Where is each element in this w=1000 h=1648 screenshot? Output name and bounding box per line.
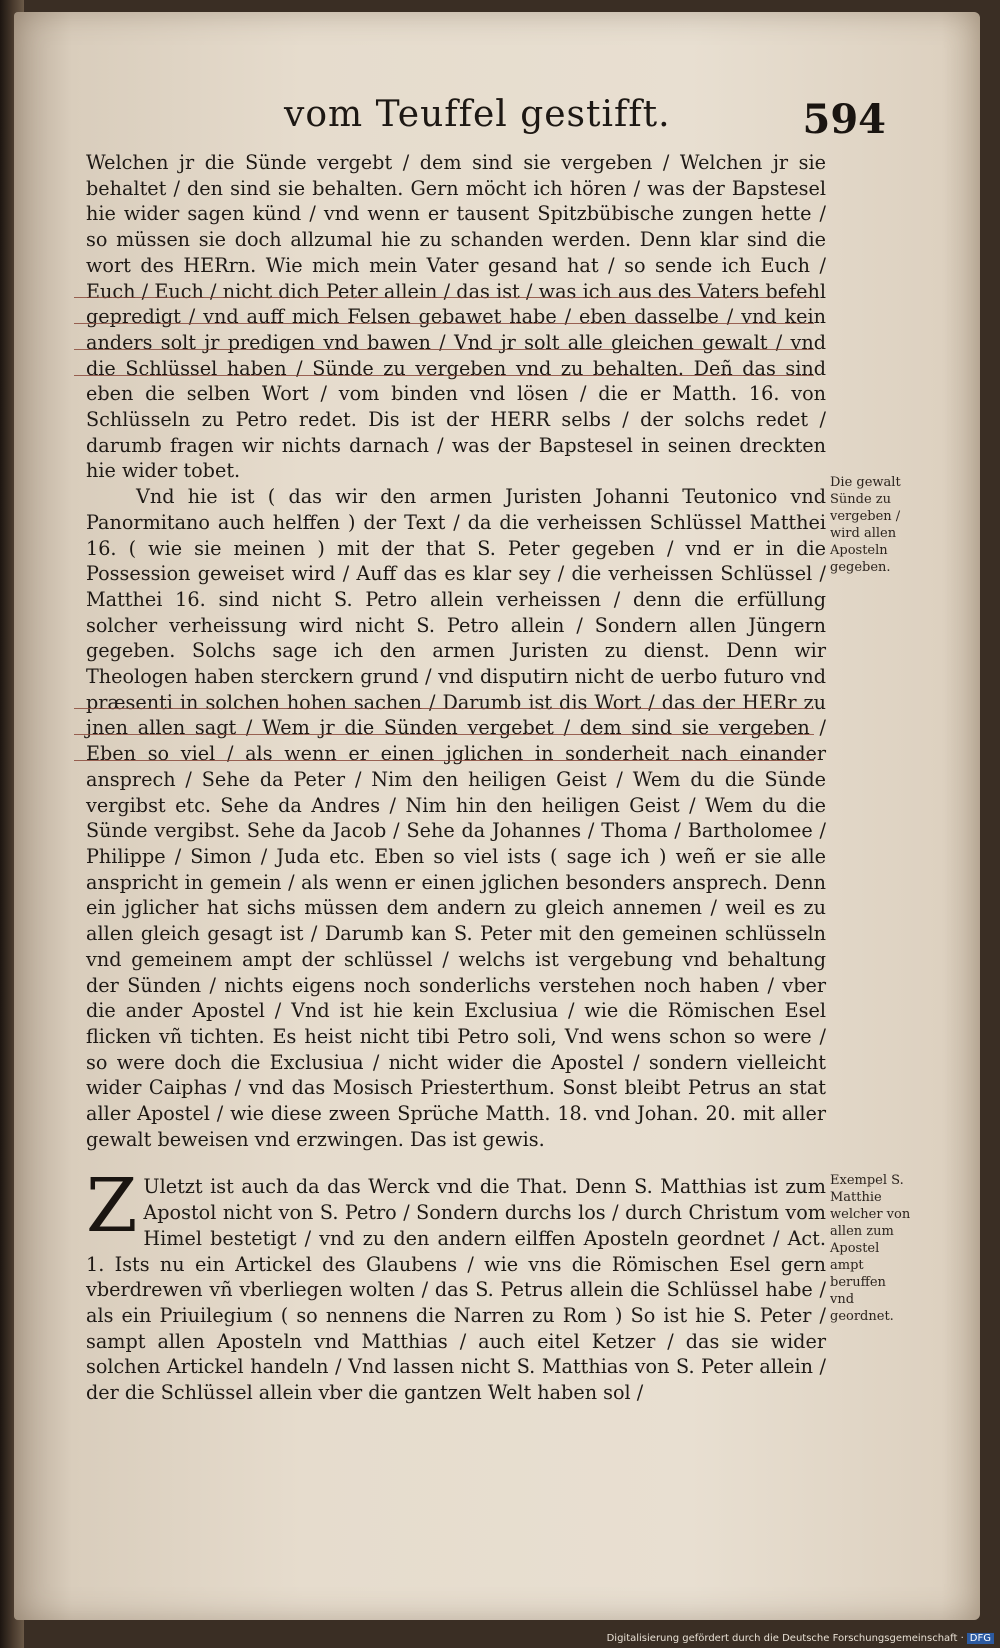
credit-text: Digitalisierung gefördert durch die Deutsche Forschungsgemeinschaft ·	[606, 1633, 964, 1644]
page-number: 594	[802, 96, 886, 143]
dfg-logo: DFG	[967, 1633, 994, 1644]
underline-mark-7	[74, 760, 814, 761]
marginal-note-2: Exempel S. Matthie welcher von allen zum Apostel ampt beruffen vnd geordnet.	[830, 1173, 911, 1324]
main-text	[86, 150, 826, 1406]
underline-mark-1	[74, 297, 814, 298]
drop-cap: Z	[86, 1163, 138, 1250]
marginal-note-1: Die gewalt Sünde zu vergeben / wird allen Aposteln gegeben.	[830, 475, 901, 575]
underline-mark-2	[74, 323, 814, 324]
paragraph-1: Welchen jr die Sünde vergebt / dem sind sie vergeben / Welchen jr sie behaltet / den sind sie behalten. Gern möcht ich hören / was der Bapstesel hie wider sagen künd / vnd wenn er tausent Spitzbübische zungen hette / so müssen sie doch allzumal hie zu schanden werden. Denn klar sind die wort des HERrn. Wie mich mein Vater gesand hat / so sende ich Euch / Euch / Euch / nicht dich Peter allein / das ist / was ich aus des Vaters befehl gepredigt / vnd auff mich Felsen gebawet habe / eben dasselbe / vnd kein anders solt jr predigen vnd bawen / Vnd jr solt alle gleichen gewalt / vnd die Schlüssel haben / Sünde zu vergeben vnd zu behalten. Deñ das sind eben die selben Wort / vom binden vnd lösen / die er Matth. 16. von Schlüsseln zu Petro redet. Dis ist der HERR selbs / der solchs redet / darumb fragen wir nichts darnach / was der Bapstesel in seinen dreckten hie wider tobet.	[86, 151, 826, 483]
paragraph-3-text: Uletzt ist auch da das Werck vnd die That. Denn S. Matthias ist zum Apostol nicht von S. Petro / Sondern durchs los / durch Christum vom Himel bestetigt / vnd zu den andern eilffen Aposteln geordnet / Act. 1. Ists nu ein Artickel des Glaubens / wie vns die Römischen Esel gern vberdrewen vñ vberliegen wolten / das S. Petrus allein die Schlüssel habe / als ein Priuilegium ( so nennens die Narren zu Rom ) So ist hie S. Peter / sampt allen Aposteln vnd Matthias / auch eitel Ketzer / das sie wider solchen Artickel handeln / Vnd lassen nicht S. Matthias von S. Peter allein / der die Schlüssel allein vber die gantzen Welt haben sol /	[86, 1175, 826, 1405]
paragraph-3	[86, 1163, 826, 1405]
underline-mark-5	[74, 708, 814, 709]
digitization-credit	[607, 1633, 994, 1644]
running-header: vom Teuffel gestifft.	[284, 94, 671, 135]
underline-mark-6	[74, 734, 814, 735]
book-page	[14, 12, 980, 1620]
underline-mark-4	[74, 375, 814, 376]
paragraph-2: Vnd hie ist ( das wir den armen Juristen Johanni Teutonico vnd Panormitano auch helffen ) der Text / da die verheissen Schlüssel Matthei 16. ( wie sie meinen ) mit der that S. Peter gegeben / vnd er in die Possession geweiset wird / Auff das es klar sey / die verheissen Schlüssel / Matthei 16. sind nicht S. Petro allein verheissen / denn die erfüllung solcher verheissung wird nicht S. Petro allein / Sondern allen Jüngern gegeben. Solchs sage ich den armen Juristen zu dienst. Denn wir Theologen haben sterckern grund / vnd disputirn nicht de uerbo futuro vnd præsenti in solchen hohen sachen / Darumb ist dis Wort / das der HERr zu jnen allen sagt / Wem jr die Sünden vergebet / dem sind sie vergeben / Eben so viel / als wenn er einen jglichen in sonderheit nach einander ansprech / Sehe da Peter / Nim den heiligen Geist / Wem du die Sünde vergibst etc. Sehe da Andres / Nim hin den heiligen Geist / Wem du die Sünde vergibst. Sehe da Jacob / Sehe da Johannes / Thoma / Bartholomee / Philippe / Simon / Juda etc. Eben so viel ists ( sage ich ) weñ er sie alle anspricht in gemein / als wenn er einen jglichen besonders ansprech. Denn ein jglicher hat sichs müssen dem andern zu gleich annemen / weil es zu allen gleich gesagt ist / Darumb kan S. Peter mit den gemeinen schlüsseln vnd gemeinem ampt der schlüssel / welchs ist vergebung vnd behaltung der Sünden / nichts eigens noch sonderlichs verstehen noch haben / vber die ander Apostel / Vnd ist hie kein Exclusiua / wie die Römischen Esel flicken vñ tichten. Es heist nicht tibi Petro soli, Vnd wens schon so were / so were doch die Exclusiua / nicht wider die Apostel / sondern vielleicht wider Caiphas / vnd das Mosisch Priesterthum. Sonst bleibt Petrus an stat aller Apostel / wie diese zween Sprüche Matth. 18. vnd Johan. 20. mit aller gewalt beweisen vnd erzwingen. Das ist gewis.	[86, 485, 826, 1151]
underline-mark-3	[74, 349, 814, 350]
